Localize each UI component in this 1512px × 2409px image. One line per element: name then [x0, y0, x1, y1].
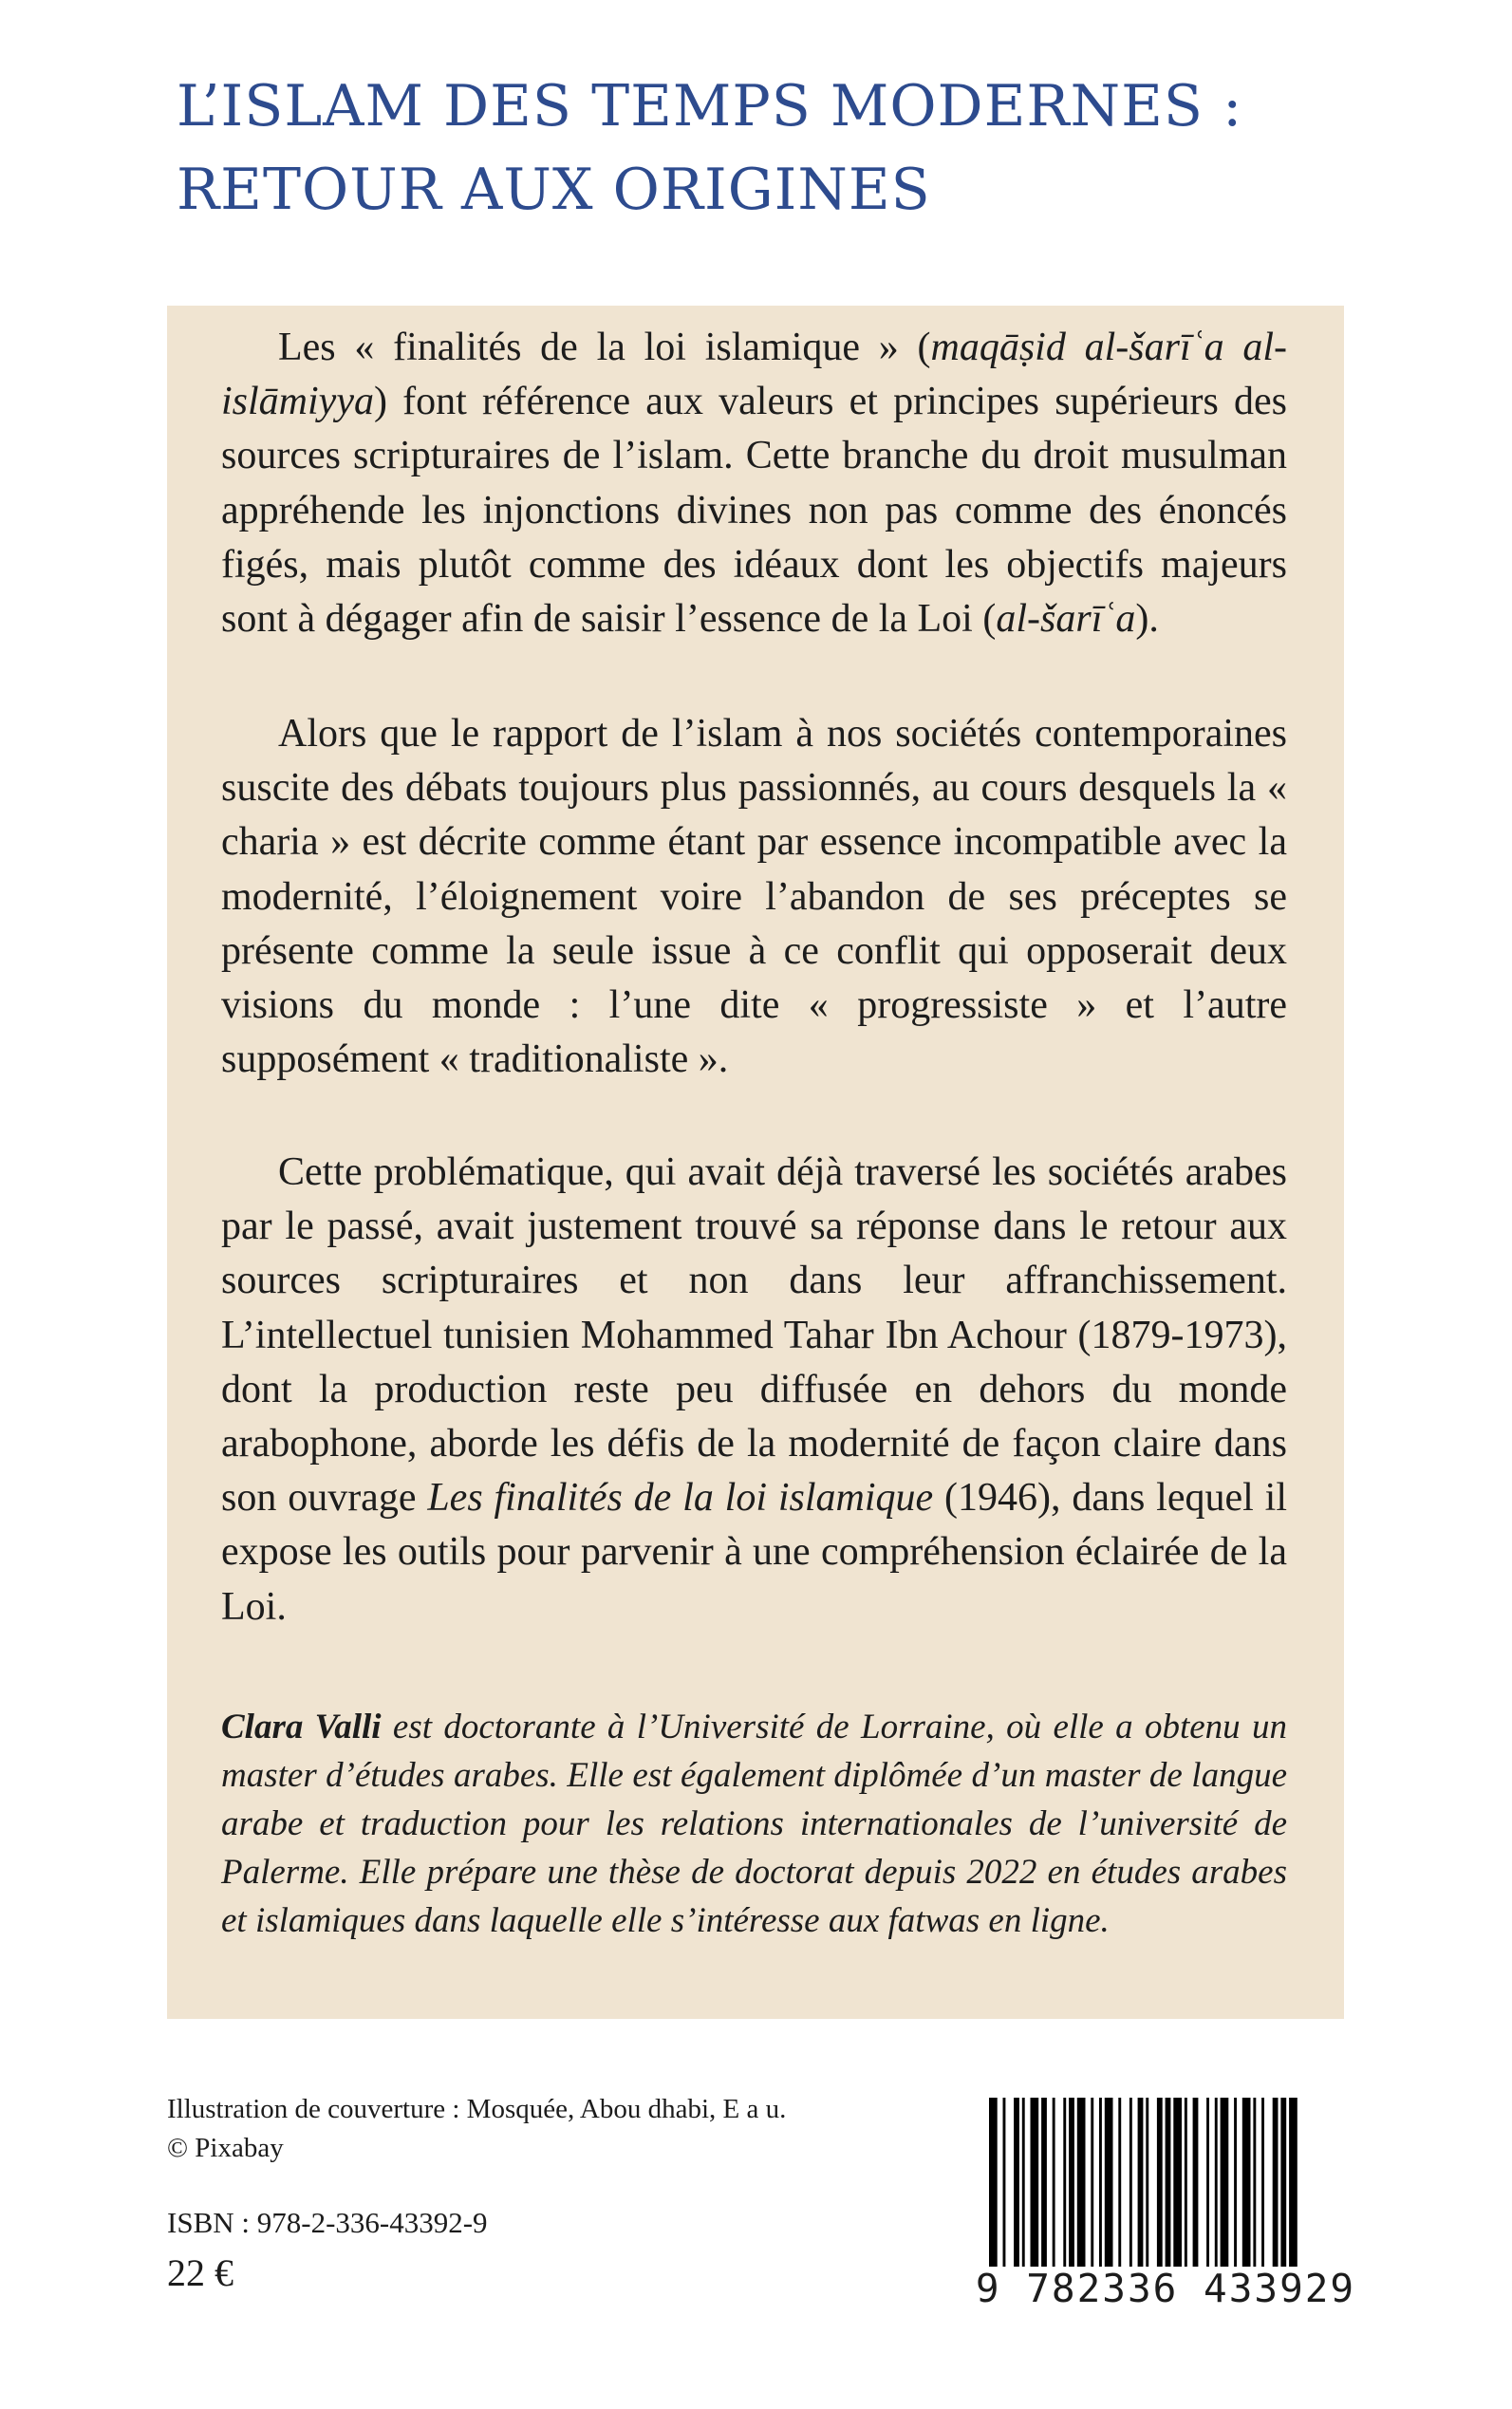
- back-cover-blurb: [167, 306, 1344, 2019]
- title-line-1: L’ISLAM DES TEMPS MODERNES :: [177, 73, 1243, 140]
- blurb-paragraph-1: Les « finalités de la loi islamique » (maqāṣid al-šarīʿa al-islāmiyya) font référence aux valeurs et principes supérieurs des sources scripturaires de l’islam. Cette branche du droit musulman appréhende les injonctions divines non pas comme des énoncés figés, mais plutôt comme des idéaux dont les objectifs majeurs sont à dégager afin de saisir l’essence de la Loi (al-šarīʿa).: [221, 326, 1287, 642]
- price-label: 22 €: [167, 2251, 233, 2294]
- transliteration-maqasid: maqāṣid al-šarīʿa al-islāmiyya: [221, 326, 1287, 424]
- author-bio: Clara Valli est doctorante à l’Université de Lorraine, où elle a obtenu un master d’études arabes. Elle est également diplômée d’un master de langue arabe et traduction pour les relations internationales de l’université de Palerme. Elle prépare une thèse de doctorat depuis 2022 en études arabes et islamiques dans laquelle elle s’intéresse aux fatwas en ligne.: [221, 1708, 1287, 1940]
- blurb-paragraph-3: Cette problématique, qui avait déjà traversé les sociétés arabes par le passé, avait justement trouvé sa réponse dans le retour aux sources scripturaires et non dans leur affranchissement. L’intellectuel tunisien Mohammed Tahar Ibn Achour (1879-1973), dont la production reste peu diffusée en dehors du monde arabophone, aborde les défis de la modernité de façon claire dans son ouvrage Les finalités de la loi islamique (1946), dans lequel il expose les outils pour parvenir à une compréhension éclairée de la Loi.: [221, 1150, 1287, 1629]
- blurb-paragraph-2: Alors que le rapport de l’islam à nos sociétés contemporaines suscite des débats toujours plus passionnés, au cours desquels la « charia » est décrite comme étant par essence incompatible avec la modernité, l’éloignement voire l’abandon de ses préceptes se présente comme la seule issue à ce conflit qui opposerait deux visions du monde : l’une dite « progressiste » et l’autre supposément « traditionaliste ».: [221, 712, 1287, 1082]
- author-name: Clara Valli: [221, 1708, 382, 1746]
- cover-credit: [167, 2090, 926, 2168]
- book-title: [177, 65, 1363, 232]
- barcode-number: 9 782336 433929: [970, 2267, 1361, 2310]
- credit-line-1: Illustration de couverture : Mosquée, Abou dhabi, E a u.: [167, 2094, 787, 2124]
- title-line-2: RETOUR AUX ORIGINES: [177, 157, 931, 223]
- transliteration-sharia: al-šarīʿa: [996, 597, 1136, 642]
- book-reference-title: Les finalités de la loi islamique: [427, 1476, 934, 1521]
- credit-line-2: © Pixabay: [167, 2133, 284, 2163]
- isbn-label: ISBN : 978-2-336-43392-9: [167, 2206, 488, 2239]
